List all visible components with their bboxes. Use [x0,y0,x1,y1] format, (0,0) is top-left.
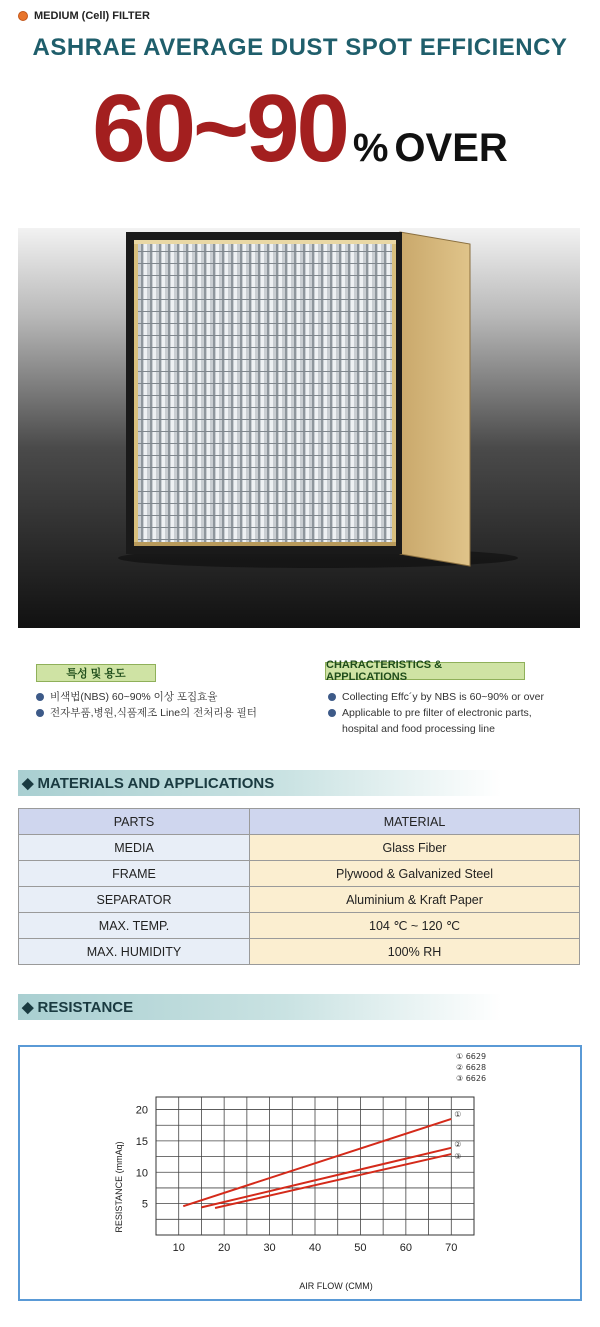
x-tick-label: 20 [218,1242,231,1254]
x-tick-label: 50 [354,1242,367,1254]
resistance-chart-svg [20,1047,580,1299]
series-marker-6626: ③ [454,1152,462,1162]
x-tick-label: 60 [399,1242,412,1254]
filter-illustration [18,228,580,628]
table-row [19,939,580,965]
material-cell: Aluminium & Kraft Paper [250,887,580,913]
bullet-icon [36,693,44,701]
bullet-icon [328,693,336,701]
bullet-icon [18,11,28,21]
category-label [18,10,150,22]
x-tick-label: 30 [263,1242,276,1254]
part-cell: MAX. TEMP. [19,913,250,939]
efficiency-range: 60~90 [92,75,347,182]
list-item: 전자부품,병원,식품제조 Line의 전처리용 필터 [36,705,306,721]
korean-characteristics-title: 특성 및 용도 [36,664,156,682]
y-tick-label: 15 [135,1135,148,1148]
page-title: ASHRAE AVERAGE DUST SPOT EFFICIENCY [32,34,568,61]
material-cell: Glass Fiber [250,835,580,861]
chart-series [183,1110,461,1208]
column-header-parts: PARTS [19,809,250,835]
resistance-section-header: ◆ RESISTANCE [18,994,502,1020]
table-row [19,861,580,887]
material-cell: Plywood & Galvanized Steel [250,861,580,887]
series-line-6626 [215,1154,451,1208]
y-tick-label: 20 [135,1104,148,1117]
chart-ticks [136,1105,458,1254]
list-item: 비색법(NBS) 60~90% 이상 포집효율 [36,689,306,705]
bullet-icon [328,709,336,717]
legend-entry: ① 6629 [456,1052,487,1061]
table-row [19,835,580,861]
efficiency-headline [0,74,600,184]
y-tick-label: 5 [141,1198,148,1211]
diamond-icon: ◆ [22,775,34,792]
part-cell: FRAME [19,861,250,887]
chart-grid [156,1097,474,1235]
x-tick-label: 70 [445,1242,458,1254]
part-cell: MEDIA [19,835,250,861]
over-label: OVER [394,126,508,170]
y-axis-label: RESISTANCE (mmAq) [114,1141,124,1233]
korean-characteristics-list [36,689,306,721]
bullet-icon [36,709,44,717]
list-item: Collecting Effc´y by NBS is 60~90% or over [328,689,568,705]
materials-table [18,808,580,965]
table-row [19,913,580,939]
x-tick-label: 10 [172,1242,185,1254]
legend-entry: ③ 6626 [456,1074,487,1083]
diamond-icon: ◆ [22,999,34,1016]
series-marker-6628: ② [454,1139,462,1149]
part-cell: MAX. HUMIDITY [19,939,250,965]
english-characteristics-title: CHARACTERISTICS & APPLICATIONS [325,662,525,680]
x-tick-label: 40 [308,1242,322,1254]
resistance-chart [18,1045,582,1301]
column-header-material: MATERIAL [250,809,580,835]
product-photo [18,228,580,628]
chart-legend [456,1052,486,1083]
materials-section-header: ◆ MATERIALS AND APPLICATIONS [18,770,502,796]
legend-entry: ② 6628 [456,1063,487,1072]
list-item: Applicable to pre filter of electronic parts, hospital and food processing line [328,705,568,737]
part-cell: SEPARATOR [19,887,250,913]
series-marker-6629: ① [454,1109,462,1119]
material-cell: 100% RH [250,939,580,965]
table-header-row [19,809,580,835]
category-text: MEDIUM (Cell) FILTER [34,10,150,22]
material-cell: 104 ℃ ~ 120 ℃ [250,913,580,939]
percent-sign: % [352,126,389,170]
y-tick-label: 10 [135,1167,148,1180]
x-axis-label: AIR FLOW (CMM) [299,1281,373,1291]
english-characteristics-list [328,689,568,737]
table-row [19,887,580,913]
